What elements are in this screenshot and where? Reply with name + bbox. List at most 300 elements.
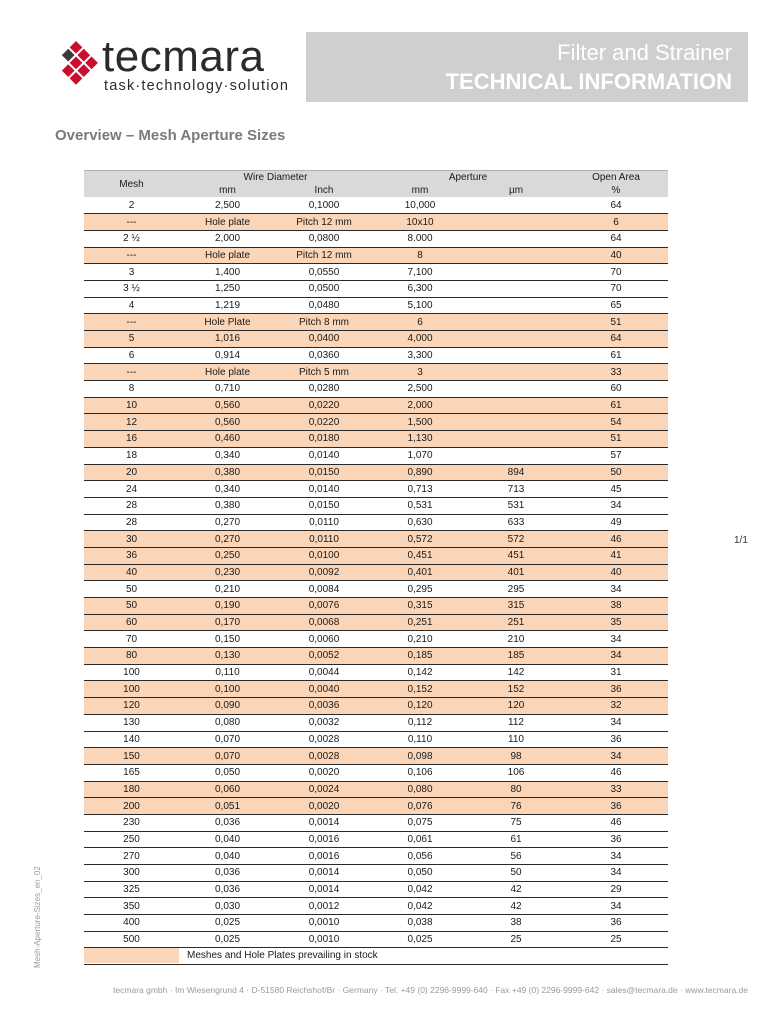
cell-open: 36 (564, 831, 668, 848)
table-row (84, 881, 668, 898)
cell-open: 64 (564, 197, 668, 214)
cell-open: 46 (564, 531, 668, 548)
cell-mesh: 50 (84, 598, 179, 615)
cell-mesh: 350 (84, 898, 179, 915)
cell-wd-inch: 0,0020 (276, 798, 372, 815)
cell-mesh: 120 (84, 698, 179, 715)
cell-ap-um (468, 431, 564, 448)
cell-ap-mm: 1,500 (372, 414, 468, 431)
cell-open: 34 (564, 648, 668, 665)
cell-ap-um: 42 (468, 898, 564, 915)
cell-mesh: 3 (84, 264, 179, 281)
cell-mesh: 2 ½ (84, 230, 179, 247)
cell-wd-mm: 0,270 (179, 514, 276, 531)
cell-wd-mm: 0,036 (179, 881, 276, 898)
cell-wd-inch: 0,0140 (276, 481, 372, 498)
cell-wd-inch: 0,0084 (276, 581, 372, 598)
table-row (84, 664, 668, 681)
cell-mesh: 3 ½ (84, 280, 179, 297)
table-row (84, 497, 668, 514)
cell-open: 51 (564, 431, 668, 448)
cell-wd-inch: 0,0028 (276, 731, 372, 748)
cell-wd-inch: 0,0036 (276, 698, 372, 715)
cell-wd-inch: 0,0500 (276, 280, 372, 297)
cell-ap-mm: 0,152 (372, 681, 468, 698)
cell-wd-inch: 0,0360 (276, 347, 372, 364)
cell-wd-inch: 0,0220 (276, 397, 372, 414)
cell-open: 70 (564, 264, 668, 281)
cell-ap-mm: 3,300 (372, 347, 468, 364)
table-row (84, 581, 668, 598)
header-line-1: Filter and Strainer (557, 40, 732, 65)
cell-wd-inch: 0,0220 (276, 414, 372, 431)
cell-mesh: 270 (84, 848, 179, 865)
table-row (84, 648, 668, 665)
cell-wd-inch: 0,0010 (276, 931, 372, 948)
cell-mesh: 80 (84, 648, 179, 665)
header-wire-diameter: Wire Diameter (179, 171, 372, 185)
cell-ap-mm: 0,050 (372, 865, 468, 882)
table-row (84, 931, 668, 948)
cell-open: 34 (564, 631, 668, 648)
cell-wd-mm: 1,016 (179, 331, 276, 348)
table-row (84, 297, 668, 314)
cell-wd-mm: 0,380 (179, 464, 276, 481)
cell-wd-mm: Hole plate (179, 364, 276, 381)
header-open-percent: % (564, 184, 668, 197)
table-row (84, 831, 668, 848)
cell-ap-mm: 0,713 (372, 481, 468, 498)
table-row (84, 598, 668, 615)
cell-wd-inch: 0,0028 (276, 748, 372, 765)
cell-mesh: 30 (84, 531, 179, 548)
table-row (84, 464, 668, 481)
cell-wd-inch: 0,0150 (276, 464, 372, 481)
cell-ap-um: 451 (468, 547, 564, 564)
table-row (84, 431, 668, 448)
cell-ap-um (468, 280, 564, 297)
header-wd-inch: Inch (276, 184, 372, 197)
cell-wd-mm: Hole Plate (179, 314, 276, 331)
cell-ap-mm: 0,120 (372, 698, 468, 715)
cell-wd-mm: 0,100 (179, 681, 276, 698)
table-row (84, 764, 668, 781)
table-row (84, 731, 668, 748)
cell-mesh: 36 (84, 547, 179, 564)
cell-ap-um: 75 (468, 814, 564, 831)
table-row (84, 280, 668, 297)
cell-ap-um: 295 (468, 581, 564, 598)
cell-wd-mm: 0,051 (179, 798, 276, 815)
table-row (84, 714, 668, 731)
table-row (84, 364, 668, 381)
cell-open: 57 (564, 447, 668, 464)
cell-mesh: 300 (84, 865, 179, 882)
cell-open: 34 (564, 848, 668, 865)
cell-wd-mm: 0,560 (179, 414, 276, 431)
cell-mesh: --- (84, 247, 179, 264)
cell-open: 34 (564, 497, 668, 514)
cell-wd-inch: 0,0020 (276, 764, 372, 781)
cell-ap-um (468, 230, 564, 247)
cell-mesh: 2 (84, 197, 179, 214)
cell-ap-um: 713 (468, 481, 564, 498)
table-row (84, 915, 668, 932)
cell-ap-um (468, 364, 564, 381)
cell-wd-mm: 0,060 (179, 781, 276, 798)
cell-ap-um: 25 (468, 931, 564, 948)
table-row (84, 514, 668, 531)
cell-wd-mm: 0,025 (179, 931, 276, 948)
table-row (84, 865, 668, 882)
cell-open: 35 (564, 614, 668, 631)
cell-ap-mm: 0,251 (372, 614, 468, 631)
cell-wd-mm: 0,030 (179, 898, 276, 915)
cell-ap-um (468, 414, 564, 431)
cell-wd-inch: 0,0076 (276, 598, 372, 615)
brand-name: tecmara (102, 32, 265, 81)
cell-wd-mm: 0,190 (179, 598, 276, 615)
cell-mesh: 24 (84, 481, 179, 498)
cell-wd-mm: 1,250 (179, 280, 276, 297)
table-row (84, 564, 668, 581)
cell-open: 36 (564, 915, 668, 932)
cell-ap-mm: 0,890 (372, 464, 468, 481)
cell-ap-um: 251 (468, 614, 564, 631)
cell-mesh: 165 (84, 764, 179, 781)
table-row (84, 781, 668, 798)
cell-open: 54 (564, 414, 668, 431)
cell-wd-mm: 0,070 (179, 731, 276, 748)
company-logo (50, 30, 290, 100)
cell-wd-mm: 0,170 (179, 614, 276, 631)
cell-wd-mm: Hole plate (179, 214, 276, 231)
cell-wd-mm: 0,914 (179, 347, 276, 364)
cell-open: 38 (564, 598, 668, 615)
cell-ap-mm: 0,185 (372, 648, 468, 665)
cell-ap-mm: 0,080 (372, 781, 468, 798)
table-row (84, 848, 668, 865)
cell-open: 31 (564, 664, 668, 681)
cell-wd-mm: 0,070 (179, 748, 276, 765)
cell-open: 45 (564, 481, 668, 498)
cell-open: 34 (564, 581, 668, 598)
cell-ap-mm: 0,076 (372, 798, 468, 815)
cell-wd-inch: 0,0012 (276, 898, 372, 915)
cell-ap-mm: 5,100 (372, 297, 468, 314)
cell-ap-um (468, 264, 564, 281)
cell-wd-mm: 0,210 (179, 581, 276, 598)
cell-wd-mm: 0,340 (179, 481, 276, 498)
cell-wd-inch: Pitch 5 mm (276, 364, 372, 381)
cell-wd-mm: 0,710 (179, 381, 276, 398)
table-row (84, 698, 668, 715)
cell-mesh: 50 (84, 581, 179, 598)
cell-wd-inch: 0,0140 (276, 447, 372, 464)
cell-wd-inch: 0,0110 (276, 531, 372, 548)
cell-wd-inch: 0,0014 (276, 865, 372, 882)
cell-wd-inch: 0,0032 (276, 714, 372, 731)
cell-mesh: 18 (84, 447, 179, 464)
section-title: Overview – Mesh Aperture Sizes (55, 127, 286, 144)
cell-open: 34 (564, 748, 668, 765)
cell-ap-um: 56 (468, 848, 564, 865)
cell-ap-um (468, 297, 564, 314)
table-row (84, 314, 668, 331)
cell-mesh: 70 (84, 631, 179, 648)
cell-open: 34 (564, 714, 668, 731)
cell-wd-inch: 0,1000 (276, 197, 372, 214)
cell-wd-inch: 0,0010 (276, 915, 372, 932)
cell-ap-mm: 1,130 (372, 431, 468, 448)
cell-ap-um: 42 (468, 881, 564, 898)
cell-ap-um: 98 (468, 748, 564, 765)
cell-ap-mm: 0,061 (372, 831, 468, 848)
table-row (84, 214, 668, 231)
cell-wd-inch: Pitch 8 mm (276, 314, 372, 331)
table-row (84, 898, 668, 915)
header-aperture: Aperture (372, 171, 564, 185)
cell-wd-inch: 0,0400 (276, 331, 372, 348)
cell-open: 29 (564, 881, 668, 898)
cell-ap-um (468, 214, 564, 231)
cell-mesh: 12 (84, 414, 179, 431)
cell-open: 61 (564, 397, 668, 414)
cell-wd-mm: 0,560 (179, 397, 276, 414)
cell-wd-mm: 2,000 (179, 230, 276, 247)
cell-wd-mm: 0,040 (179, 831, 276, 848)
cell-ap-um (468, 197, 564, 214)
cell-ap-um: 38 (468, 915, 564, 932)
cell-ap-um: 531 (468, 497, 564, 514)
cell-open: 65 (564, 297, 668, 314)
cell-wd-inch: 0,0016 (276, 831, 372, 848)
table-row (84, 814, 668, 831)
cell-wd-mm: 0,040 (179, 848, 276, 865)
cell-open: 49 (564, 514, 668, 531)
cell-ap-mm: 0,112 (372, 714, 468, 731)
cell-wd-mm: 0,130 (179, 648, 276, 665)
cell-wd-mm: 0,340 (179, 447, 276, 464)
cell-wd-inch: 0,0068 (276, 614, 372, 631)
cell-mesh: 250 (84, 831, 179, 848)
cell-ap-mm: 0,025 (372, 931, 468, 948)
cell-wd-inch: 0,0014 (276, 881, 372, 898)
table-row (84, 331, 668, 348)
brand-tagline: task·technology·solution (104, 78, 290, 94)
cell-wd-mm: 0,080 (179, 714, 276, 731)
cell-wd-inch: 0,0800 (276, 230, 372, 247)
cell-wd-mm: 0,036 (179, 865, 276, 882)
cell-open: 50 (564, 464, 668, 481)
cell-ap-um (468, 314, 564, 331)
cell-ap-um: 633 (468, 514, 564, 531)
cell-wd-inch: 0,0110 (276, 514, 372, 531)
cell-ap-um: 76 (468, 798, 564, 815)
table-row (84, 531, 668, 548)
cell-wd-inch: 0,0092 (276, 564, 372, 581)
cell-ap-um (468, 331, 564, 348)
header-line-2: TECHNICAL INFORMATION (445, 69, 732, 94)
table-row (84, 798, 668, 815)
cell-open: 36 (564, 798, 668, 815)
cell-wd-mm: 0,110 (179, 664, 276, 681)
cell-ap-um: 112 (468, 714, 564, 731)
cell-ap-um: 152 (468, 681, 564, 698)
cell-wd-mm: 0,150 (179, 631, 276, 648)
cell-open: 40 (564, 564, 668, 581)
table-body (84, 197, 668, 948)
cell-mesh: 16 (84, 431, 179, 448)
document-code: Mesh-Aperture-Sizes_en_02 (33, 866, 42, 968)
cell-ap-mm: 0,106 (372, 764, 468, 781)
cell-ap-um (468, 397, 564, 414)
cell-wd-mm: 0,090 (179, 698, 276, 715)
cell-open: 60 (564, 381, 668, 398)
cell-ap-mm: 2,000 (372, 397, 468, 414)
cell-ap-um (468, 447, 564, 464)
table-row (84, 614, 668, 631)
cell-mesh: 10 (84, 397, 179, 414)
cell-wd-inch: 0,0480 (276, 297, 372, 314)
cell-wd-mm: Hole plate (179, 247, 276, 264)
cell-mesh: 20 (84, 464, 179, 481)
cell-wd-mm: 1,219 (179, 297, 276, 314)
cell-ap-mm: 0,110 (372, 731, 468, 748)
cell-wd-inch: 0,0044 (276, 664, 372, 681)
cell-ap-um: 106 (468, 764, 564, 781)
cell-ap-mm: 0,630 (372, 514, 468, 531)
cell-open: 51 (564, 314, 668, 331)
footer-address: tecmara gmbh · Im Wiesengrund 4 · D-51580 Reichshof/Br · Germany · Tel. +49 (0) 2296-9999-640 · Fax +49 (0) 2296-9999-642 · sales@tecmara.de · www.tecmara.de (113, 985, 748, 995)
cell-ap-um: 61 (468, 831, 564, 848)
cell-ap-mm: 0,038 (372, 915, 468, 932)
table-row (84, 197, 668, 214)
cell-open: 6 (564, 214, 668, 231)
cell-ap-um: 572 (468, 531, 564, 548)
cell-ap-mm: 0,572 (372, 531, 468, 548)
cell-open: 46 (564, 814, 668, 831)
cell-mesh: 28 (84, 514, 179, 531)
cell-wd-mm: 0,036 (179, 814, 276, 831)
table-row (84, 681, 668, 698)
cell-wd-inch: 0,0180 (276, 431, 372, 448)
cell-wd-inch: 0,0060 (276, 631, 372, 648)
cell-mesh: 200 (84, 798, 179, 815)
cell-open: 32 (564, 698, 668, 715)
header-banner (306, 32, 748, 102)
cell-mesh: 4 (84, 297, 179, 314)
cell-mesh: --- (84, 364, 179, 381)
cell-wd-mm: 0,380 (179, 497, 276, 514)
cell-mesh: 100 (84, 681, 179, 698)
cell-open: 41 (564, 547, 668, 564)
cell-mesh: 400 (84, 915, 179, 932)
cell-ap-mm: 6,300 (372, 280, 468, 297)
cell-mesh: 40 (84, 564, 179, 581)
cell-ap-um: 80 (468, 781, 564, 798)
cell-wd-inch: Pitch 12 mm (276, 247, 372, 264)
cell-ap-mm: 0,142 (372, 664, 468, 681)
cell-open: 33 (564, 364, 668, 381)
cell-ap-mm: 0,056 (372, 848, 468, 865)
cell-mesh: 140 (84, 731, 179, 748)
cell-mesh: --- (84, 214, 179, 231)
cell-open: 70 (564, 280, 668, 297)
cell-ap-um: 210 (468, 631, 564, 648)
cell-wd-inch: 0,0280 (276, 381, 372, 398)
table-row (84, 547, 668, 564)
cell-mesh: 60 (84, 614, 179, 631)
cell-open: 33 (564, 781, 668, 798)
cell-open: 61 (564, 347, 668, 364)
cell-wd-inch: 0,0150 (276, 497, 372, 514)
cell-ap-mm: 0,401 (372, 564, 468, 581)
header-ap-um: µm (468, 184, 564, 197)
cell-wd-inch: 0,0024 (276, 781, 372, 798)
cell-ap-mm: 1,070 (372, 447, 468, 464)
header-open-area: Open Area (564, 171, 668, 185)
table-row (84, 631, 668, 648)
table-row (84, 481, 668, 498)
cell-ap-mm: 0,042 (372, 898, 468, 915)
cell-wd-mm: 2,500 (179, 197, 276, 214)
cell-mesh: 150 (84, 748, 179, 765)
cell-ap-mm: 0,075 (372, 814, 468, 831)
cell-open: 34 (564, 865, 668, 882)
cell-wd-inch: 0,0016 (276, 848, 372, 865)
header-wd-mm: mm (179, 184, 276, 197)
cell-open: 34 (564, 898, 668, 915)
cell-ap-mm: 8 (372, 247, 468, 264)
cell-mesh: 500 (84, 931, 179, 948)
table-row (84, 347, 668, 364)
cell-ap-um: 142 (468, 664, 564, 681)
table-row (84, 414, 668, 431)
cell-mesh: 8 (84, 381, 179, 398)
cell-open: 36 (564, 681, 668, 698)
cell-open: 64 (564, 230, 668, 247)
cell-ap-mm: 0,451 (372, 547, 468, 564)
cell-open: 46 (564, 764, 668, 781)
cell-open: 36 (564, 731, 668, 748)
cell-ap-um: 894 (468, 464, 564, 481)
cell-open: 40 (564, 247, 668, 264)
cell-ap-um (468, 347, 564, 364)
cell-ap-um: 120 (468, 698, 564, 715)
cell-mesh: 230 (84, 814, 179, 831)
cell-wd-mm: 1,400 (179, 264, 276, 281)
cell-ap-mm: 2,500 (372, 381, 468, 398)
cell-wd-inch: 0,0100 (276, 547, 372, 564)
cell-wd-mm: 0,050 (179, 764, 276, 781)
cell-ap-um (468, 381, 564, 398)
table-row (84, 247, 668, 264)
cell-wd-mm: 0,460 (179, 431, 276, 448)
cell-wd-mm: 0,250 (179, 547, 276, 564)
cell-wd-mm: 0,270 (179, 531, 276, 548)
cell-ap-um: 401 (468, 564, 564, 581)
cell-mesh: --- (84, 314, 179, 331)
table-row (84, 230, 668, 247)
table-row (84, 381, 668, 398)
cell-wd-inch: 0,0550 (276, 264, 372, 281)
cell-ap-mm: 0,210 (372, 631, 468, 648)
cell-mesh: 5 (84, 331, 179, 348)
cell-ap-um: 50 (468, 865, 564, 882)
cell-ap-um (468, 247, 564, 264)
cell-mesh: 180 (84, 781, 179, 798)
